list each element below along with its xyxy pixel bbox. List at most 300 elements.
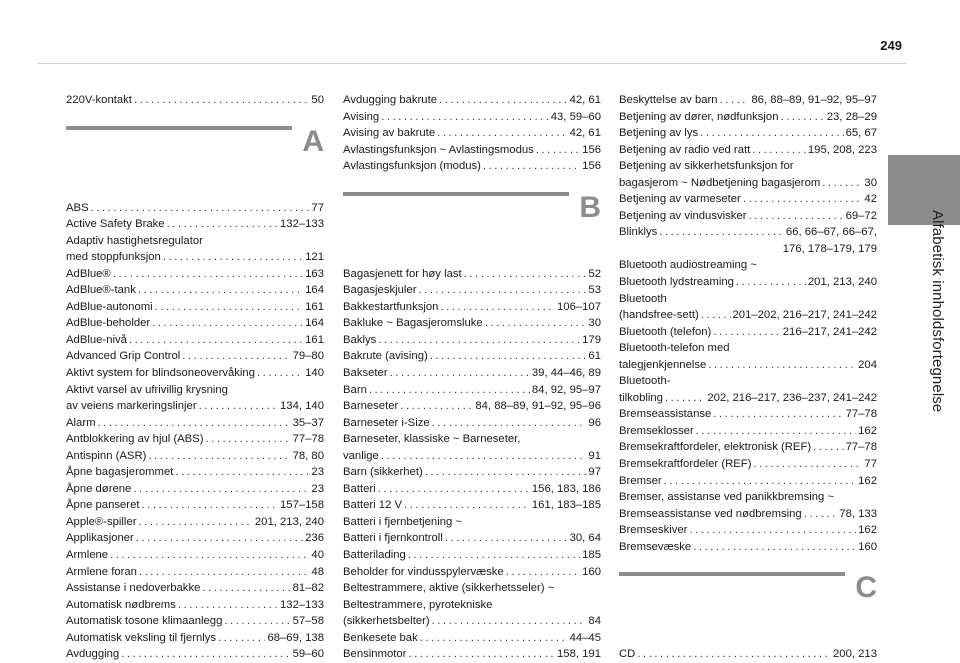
- dot-leader: [781, 109, 825, 126]
- entry-term: Avdugging bakrute: [343, 94, 438, 106]
- entry-term: Barneseter: [343, 400, 399, 413]
- entry-term: Bremser: [619, 474, 662, 487]
- index-entry: [619, 423, 877, 440]
- dot-leader: [693, 539, 856, 556]
- entry-pages: 96: [588, 416, 601, 429]
- dot-leader: [420, 630, 568, 647]
- entry-pages: 236: [305, 532, 324, 545]
- entry-pages: 84, 88–89, 91–92, 95–96: [475, 400, 601, 413]
- entry-term: Avising: [343, 110, 380, 123]
- entry-pages: 160: [582, 565, 601, 578]
- entry-term: Batteri 12 V: [343, 499, 403, 512]
- dot-leader: [708, 357, 856, 374]
- entry-term: Armlene: [66, 549, 109, 562]
- index-entry: [619, 175, 877, 192]
- entry-term: (sikkerhetsbelter): [343, 615, 430, 628]
- index-entry: [66, 398, 324, 415]
- dot-leader: [432, 613, 587, 630]
- entry-pages: 84: [588, 615, 601, 628]
- entry-term: Bagasjenett for høy last: [343, 267, 462, 280]
- dot-leader: [665, 390, 705, 407]
- entry-term: Bagasjeskjuler: [343, 284, 417, 297]
- entry-pages-continued: 176, 178–179, 179: [782, 242, 877, 255]
- dot-leader: [152, 315, 303, 332]
- entry-pages: 162: [858, 474, 877, 487]
- entry-pages: 30: [588, 317, 601, 330]
- index-entry: [66, 332, 324, 349]
- index-entry: [343, 348, 601, 365]
- entry-pages: 132–133: [280, 218, 324, 231]
- entry-pages: 77–78: [845, 408, 877, 421]
- entry-pages: 65, 67: [845, 127, 877, 140]
- entry-pages: 77: [311, 201, 324, 214]
- index-entry: [343, 481, 601, 498]
- index-entry: [343, 630, 601, 647]
- index-entry: [66, 200, 324, 217]
- letter-section-heading: [343, 186, 601, 260]
- entry-term-line: Beltestrammere, pyrotekniske: [343, 598, 493, 611]
- dot-leader: [218, 630, 265, 647]
- entry-pages: 216–217, 241–242: [782, 325, 877, 338]
- entry-pages: 59–60: [292, 648, 324, 661]
- index-entry: [343, 448, 601, 465]
- entry-pages: 179: [582, 333, 601, 346]
- entry-pages: 161: [305, 333, 324, 346]
- entry-pages: 42, 61: [569, 94, 601, 106]
- dot-leader: [700, 125, 843, 142]
- entry-pages: 164: [305, 284, 324, 297]
- index-entry: [343, 315, 601, 332]
- entry-term: Bakluke ~ Bagasjeromsluke: [343, 317, 483, 330]
- entry-term-line: Batteri i fjernbetjening ~: [343, 515, 463, 528]
- index-entry: [66, 266, 324, 283]
- index-column-1: [66, 92, 324, 663]
- index-entry: [619, 307, 877, 324]
- entry-pages: 162: [858, 524, 877, 537]
- index-entry: [343, 142, 601, 159]
- dot-leader: [199, 398, 278, 415]
- entry-term: talegjenkjennelse: [619, 358, 707, 371]
- entry-term: Betjening av radio ved ratt: [619, 143, 751, 156]
- entry-pages: 57–58: [292, 615, 324, 628]
- dot-leader: [142, 497, 279, 514]
- entry-pages: 23: [311, 482, 324, 495]
- index-entry: [343, 282, 601, 299]
- entry-pages: 77: [864, 458, 877, 471]
- dot-leader: [133, 481, 309, 498]
- letter-section-heading: [66, 120, 324, 194]
- dot-leader: [445, 530, 568, 547]
- index-entry: [343, 365, 601, 382]
- entry-pages: 163: [305, 267, 324, 280]
- entry-pages: 84, 92, 95–97: [531, 383, 601, 396]
- entry-term: Avlastingsfunksjon (modus): [343, 160, 481, 173]
- entry-term: AdBlue®-tank: [66, 284, 136, 297]
- dot-leader: [418, 282, 586, 299]
- entry-pages: 43, 59–60: [550, 110, 601, 123]
- dot-leader: [713, 324, 780, 341]
- index-entry: [66, 299, 324, 316]
- dot-leader: [206, 431, 291, 448]
- dot-leader: [440, 299, 555, 316]
- entry-term: Apple®-spiller: [66, 515, 137, 528]
- dot-leader: [713, 406, 843, 423]
- index-entry: [66, 348, 324, 365]
- entry-pages: 134, 140: [280, 400, 324, 413]
- entry-term: Bakseter: [343, 367, 388, 380]
- dot-leader: [404, 497, 530, 514]
- dot-leader: [224, 613, 290, 630]
- index-entry: [343, 415, 601, 432]
- index-entry: [619, 109, 877, 126]
- entry-pages: 106–107: [557, 300, 601, 313]
- index-entry: [66, 613, 324, 630]
- section-letter: A: [302, 124, 324, 158]
- entry-term: (handsfree-sett): [619, 309, 699, 322]
- entry-term: Armlene foran: [66, 565, 137, 578]
- dot-leader: [408, 547, 580, 564]
- dot-leader: [439, 92, 568, 109]
- entry-term: Betjening av dører, nødfunksjon: [619, 110, 779, 123]
- entry-pages: 53: [588, 284, 601, 297]
- dot-leader: [155, 299, 303, 316]
- dot-leader: [720, 92, 750, 109]
- entry-term-line: Barneseter, klassiske ~ Barneseter,: [343, 433, 521, 446]
- entry-pages: 132–133: [280, 598, 324, 611]
- entry-pages: 44–45: [569, 631, 601, 644]
- entry-pages: 121: [305, 251, 324, 264]
- entry-pages: 40: [311, 549, 324, 562]
- entry-pages: 30: [864, 176, 877, 189]
- index-entry: [343, 564, 601, 581]
- entry-pages: 201, 213, 240: [254, 515, 324, 528]
- entry-term: Åpne panseret: [66, 499, 140, 512]
- index-column-3: [619, 92, 877, 663]
- index-entry: [343, 398, 601, 415]
- entry-pages: 77–78: [292, 433, 324, 446]
- entry-term: Betjening av varmeseter: [619, 193, 741, 206]
- entry-term: Åpne bagasjerommet: [66, 466, 174, 479]
- index-entry: [619, 456, 877, 473]
- entry-term: AdBlue-beholder: [66, 317, 151, 330]
- dot-leader: [696, 423, 856, 440]
- entry-term: Avlastingsfunksjon ~ Avlastingsmodus: [343, 143, 534, 156]
- dot-leader: [163, 249, 303, 266]
- dot-leader: [743, 191, 863, 208]
- letter-rule: [66, 126, 292, 130]
- index-entry: [66, 547, 324, 564]
- entry-pages: 69–72: [845, 209, 877, 222]
- entry-pages: 35–37: [292, 416, 324, 429]
- entry-term: Bensinmotor: [343, 648, 407, 661]
- dot-leader: [98, 415, 291, 432]
- entry-term: Bakkestartfunksjon: [343, 300, 439, 313]
- letter-rule: [619, 572, 845, 576]
- index-entry: [619, 539, 877, 556]
- entry-term: Beholder for vindusspylervæske: [343, 565, 504, 578]
- entry-term: Advanced Grip Control: [66, 350, 181, 363]
- entry-term: Aktivt system for blindsoneovervåking: [66, 367, 255, 380]
- entry-term: AdBlue®: [66, 267, 111, 280]
- index-column-2: [343, 92, 601, 663]
- index-entry: [619, 522, 877, 539]
- entry-term: CD: [619, 648, 636, 661]
- index-entry: [619, 473, 877, 490]
- entry-pages: 202, 216–217, 236–237, 241–242: [707, 391, 877, 404]
- index-entry: [619, 92, 877, 109]
- entry-pages: 42, 61: [569, 127, 601, 140]
- entry-pages: 79–80: [292, 350, 324, 363]
- entry-pages: 160: [858, 540, 877, 553]
- entry-pages: 156: [582, 160, 601, 173]
- index-entry: [343, 547, 601, 564]
- index-entry: [343, 125, 601, 142]
- letter-section-heading: [619, 566, 877, 640]
- dot-leader: [753, 456, 862, 473]
- entry-term: Baklys: [343, 333, 377, 346]
- entry-pages: 195, 208, 223: [807, 143, 877, 156]
- dot-leader: [91, 200, 310, 217]
- entry-pages: 157–158: [280, 499, 324, 512]
- index-entry: [343, 497, 601, 514]
- entry-term: Bremsekraftfordeler, elektronisk (REF): [619, 441, 812, 454]
- index-entry: [66, 580, 324, 597]
- entry-pages: 204: [858, 358, 877, 371]
- entry-term: Bremseassistanse: [619, 408, 712, 421]
- dot-leader: [129, 332, 303, 349]
- dot-leader: [804, 506, 838, 523]
- dot-leader: [381, 448, 587, 465]
- entry-pages: 185: [582, 549, 601, 562]
- entry-term: Antispinn (ASR): [66, 449, 147, 462]
- entry-pages: 78, 80: [292, 449, 324, 462]
- entry-pages: 156: [582, 143, 601, 156]
- entry-term: Avising av bakrute: [343, 127, 436, 140]
- dot-leader: [167, 216, 278, 233]
- entry-term: Batteri i fjernkontroll: [343, 532, 443, 545]
- dot-leader: [378, 332, 580, 349]
- index-entry: [66, 481, 324, 498]
- page-number: 249: [880, 38, 902, 53]
- entry-term: Bakrute (avising): [343, 350, 428, 363]
- entry-term-line: Bluetooth-: [619, 375, 671, 388]
- index-entry: [619, 142, 877, 159]
- dot-leader: [659, 224, 784, 241]
- entry-term-line: Bluetooth: [619, 292, 667, 305]
- index-entry: [66, 630, 324, 647]
- entry-term: Applikasjoner: [66, 532, 134, 545]
- index-entry: [66, 92, 324, 109]
- dot-leader: [148, 448, 290, 465]
- dot-leader: [400, 398, 473, 415]
- index-entry: [66, 464, 324, 481]
- dot-leader: [175, 464, 309, 481]
- entry-pages: 97: [588, 466, 601, 479]
- dot-leader: [110, 547, 309, 564]
- index-entry: [619, 191, 877, 208]
- entry-pages: 201, 213, 240: [807, 276, 877, 289]
- dot-leader: [138, 514, 252, 531]
- entry-term: Betjening av lys: [619, 127, 699, 140]
- entry-term: vanlige: [343, 449, 379, 462]
- entry-term: Bremseassistanse ved nødbremsing: [619, 507, 802, 520]
- entry-term: Benkesete bak: [343, 631, 418, 644]
- entry-term: Antblokkering av hjul (ABS): [66, 433, 204, 446]
- entry-pages: 61: [588, 350, 601, 363]
- entry-pages: 77–78: [845, 441, 877, 454]
- dot-leader: [202, 580, 290, 597]
- entry-pages: 161: [305, 300, 324, 313]
- entry-pages: 23: [311, 466, 324, 479]
- dot-leader: [752, 142, 806, 159]
- entry-term: Barn (sikkerhet): [343, 466, 423, 479]
- index-entry: [619, 274, 877, 291]
- index-entry: [66, 249, 324, 266]
- entry-term: Avdugging: [66, 648, 120, 661]
- dot-leader: [138, 282, 303, 299]
- index-entry: [343, 109, 601, 126]
- dot-leader: [813, 439, 843, 456]
- entry-pages: 164: [305, 317, 324, 330]
- entry-term: Assistanse i nedoverbakke: [66, 582, 201, 595]
- dot-leader: [701, 307, 731, 324]
- letter-rule: [343, 192, 569, 196]
- index-entry: [343, 530, 601, 547]
- dot-leader: [113, 266, 303, 283]
- entry-term: Beskyttelse av barn: [619, 94, 718, 106]
- entry-term: med stoppfunksjon: [66, 251, 161, 264]
- dot-leader: [483, 158, 580, 175]
- entry-term: Automatisk veksling til fjernlys: [66, 631, 217, 644]
- entry-term-line: Aktivt varsel av ufrivillig krysning: [66, 383, 228, 396]
- index-entry: [619, 357, 877, 374]
- dot-leader: [381, 109, 549, 126]
- entry-term: ABS: [66, 201, 89, 214]
- index-entry: [619, 224, 877, 241]
- entry-pages: 91: [588, 449, 601, 462]
- entry-term-line: Betjening av sikkerhetsfunksjon for: [619, 160, 794, 173]
- entry-term-line: Bremser, assistanse ved panikkbremsing ~: [619, 491, 835, 504]
- index-entry: [66, 216, 324, 233]
- index-entry: [66, 514, 324, 531]
- dot-leader: [464, 266, 587, 283]
- dot-leader: [437, 125, 567, 142]
- entry-term: bagasjerom ~ Nødbetjening bagasjerom: [619, 176, 821, 189]
- entry-term: AdBlue-nivå: [66, 333, 127, 346]
- entry-pages: 42: [864, 193, 877, 206]
- entry-term-line: Adaptiv hastighetsregulator: [66, 234, 203, 247]
- entry-pages: 68–69, 138: [267, 631, 324, 644]
- entry-pages: 66, 66–67, 66–67,: [785, 226, 877, 239]
- entry-term: Barn: [343, 383, 367, 396]
- dot-leader: [536, 142, 580, 159]
- dot-leader: [689, 522, 856, 539]
- index-entry: [343, 464, 601, 481]
- section-title: Alfabetisk innholdsfortegnelse: [929, 210, 946, 413]
- dot-leader: [485, 315, 587, 332]
- index-entry: [343, 92, 601, 109]
- index-entry: [343, 266, 601, 283]
- entry-term-line: Beltestrammere, aktive (sikkerhetsseler) ~: [343, 582, 555, 595]
- entry-term: Bremseklosser: [619, 424, 694, 437]
- entry-pages: 156, 183, 186: [531, 482, 601, 495]
- dot-leader: [736, 274, 806, 291]
- dot-leader: [664, 473, 856, 490]
- entry-term-line: Bluetooth audiostreaming ~: [619, 259, 757, 272]
- dot-leader: [134, 92, 309, 109]
- entry-pages: 50: [311, 94, 324, 106]
- entry-term: Åpne dørene: [66, 482, 132, 495]
- entry-pages: 81–82: [292, 582, 324, 595]
- entry-pages: 162: [858, 424, 877, 437]
- entry-term: Bremseskiver: [619, 524, 688, 537]
- index-entry: [619, 439, 877, 456]
- entry-pages: 30, 64: [569, 532, 601, 545]
- index-entry: [619, 406, 877, 423]
- entry-term: Automatisk nødbrems: [66, 598, 176, 611]
- entry-pages: 48: [311, 565, 324, 578]
- index-entry: [66, 564, 324, 581]
- index-entry: [619, 208, 877, 225]
- index-entry: [66, 431, 324, 448]
- entry-pages: 52: [588, 267, 601, 280]
- index-entry: [343, 382, 601, 399]
- entry-term: AdBlue-autonomi: [66, 300, 153, 313]
- index-entry: [66, 365, 324, 382]
- entry-pages: 39, 44–46, 89: [531, 367, 601, 380]
- index-entry: [343, 299, 601, 316]
- entry-term: Bluetooth (telefon): [619, 325, 712, 338]
- entry-term: av veiens markeringslinjer: [66, 400, 197, 413]
- entry-term: Betjening av vindusvisker: [619, 209, 747, 222]
- index-entry: [66, 497, 324, 514]
- dot-leader: [430, 348, 587, 365]
- entry-term: Bremsekraftfordeler (REF): [619, 458, 752, 471]
- section-letter: B: [579, 190, 601, 224]
- dot-leader: [369, 382, 530, 399]
- index-entry: [619, 125, 877, 142]
- dot-leader: [136, 530, 303, 547]
- index-entry: [343, 158, 601, 175]
- entry-term: Barneseter i-Size: [343, 416, 430, 429]
- dot-leader: [378, 481, 530, 498]
- entry-pages: 200, 213: [833, 648, 877, 661]
- entry-pages: 86, 88–89, 91–92, 95–97: [751, 94, 877, 106]
- entry-term: Bremsevæske: [619, 540, 692, 553]
- index-entry: [619, 390, 877, 407]
- index-entry: [66, 415, 324, 432]
- dot-leader: [139, 564, 309, 581]
- index-entry: [343, 332, 601, 349]
- index-entry: [66, 282, 324, 299]
- entry-term: Batterilading: [343, 549, 406, 562]
- header-rule: [38, 63, 906, 64]
- entry-term: Active Safety Brake: [66, 218, 165, 231]
- entry-pages: 78, 133: [839, 507, 877, 520]
- dot-leader: [822, 175, 862, 192]
- dot-leader: [178, 597, 278, 614]
- index-entry: [66, 448, 324, 465]
- dot-leader: [506, 564, 580, 581]
- entry-pages: 23, 28–29: [826, 110, 877, 123]
- section-letter: C: [855, 571, 877, 605]
- entry-term: Batteri: [343, 482, 376, 495]
- entry-term: tilkobling: [619, 391, 663, 404]
- index-entry: [619, 324, 877, 341]
- dot-leader: [432, 415, 587, 432]
- entry-term: Bluetooth lydstreaming: [619, 276, 734, 289]
- entry-term: Blinklys: [619, 226, 658, 239]
